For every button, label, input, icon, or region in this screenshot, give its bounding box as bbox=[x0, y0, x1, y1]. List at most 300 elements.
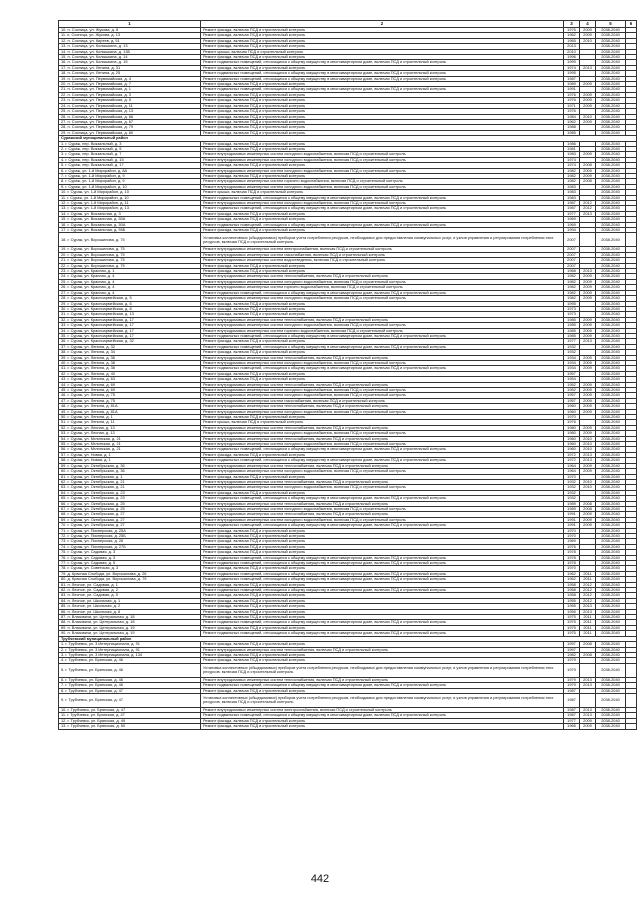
year-built-cell: 1982 bbox=[564, 168, 580, 173]
work-type-cell: Ремонт фасада, включая ПСД и строительный контроль bbox=[201, 163, 564, 168]
last-repair-year-cell: 2009 bbox=[580, 296, 596, 301]
work-type-cell: Ремонт внутридомовых инженерных систем горячего водоснабжения, включая ПСД и строительный контроль bbox=[201, 328, 564, 333]
empty-cell bbox=[626, 233, 637, 247]
year-built-cell: 1982 bbox=[564, 279, 580, 284]
address-cell: 70. г. Сураж, ул. Октябрьская, д. 27 bbox=[59, 523, 201, 528]
planned-period-cell: 2038-2040 bbox=[596, 206, 626, 211]
work-type-cell: Ремонт подвальных помещений, относящихся к общему имуществу в многоквартирном доме, включая ПСД и строительный контроль bbox=[201, 87, 564, 92]
planned-period-cell: 2038-2040 bbox=[596, 425, 626, 430]
work-type-cell: Ремонт внутридомовых инженерных систем теплоснабжения, включая ПСД и строительный контроль bbox=[201, 647, 564, 652]
address-cell: 33. г. Сураж, ул. Красноармейская, д. 17 bbox=[59, 323, 201, 328]
planned-period-cell: 2038-2040 bbox=[596, 506, 626, 511]
last-repair-year-cell: 2011 bbox=[580, 625, 596, 630]
address-cell: 49. г. Сураж, ул. Ленина, д. 81А bbox=[59, 409, 201, 414]
last-repair-year-cell: 2009 bbox=[580, 285, 596, 290]
planned-period-cell: 2038-2040 bbox=[596, 474, 626, 479]
planned-period-cell: 2038-2040 bbox=[596, 190, 626, 195]
last-repair-year-cell: 2013 bbox=[580, 211, 596, 216]
year-built-cell: 1983 bbox=[564, 152, 580, 157]
year-built-cell: 1965 bbox=[564, 724, 580, 729]
planned-period-cell: 2038-2040 bbox=[596, 28, 626, 33]
address-cell: 78. г. Сураж, ул. Советская, д. 3 bbox=[59, 566, 201, 571]
last-repair-year-cell: 2009 bbox=[580, 290, 596, 295]
year-built-cell: 1987 bbox=[564, 707, 580, 712]
planned-period-cell: 2038-2040 bbox=[596, 398, 626, 403]
year-built-cell: 1954 bbox=[564, 377, 580, 382]
address-cell: 29. г. Сураж, ул. Красноармейская, д. 6 bbox=[59, 301, 201, 306]
column-header: 4 bbox=[580, 21, 596, 28]
address-cell: 12. п. Сосница, ул. Киреев, д. 51 bbox=[59, 38, 201, 43]
address-cell: 27. г. Сураж, ул. Красная, д. 4 bbox=[59, 290, 201, 295]
planned-period-cell: 2038-2040 bbox=[596, 173, 626, 178]
column-header: 5 bbox=[596, 21, 626, 28]
address-cell: 64. г. Сураж, ул. Октябрьская, д. 23 bbox=[59, 490, 201, 495]
planned-period-cell: 2038-2040 bbox=[596, 233, 626, 247]
year-built-cell: 1982 bbox=[564, 285, 580, 290]
planned-period-cell: 2038-2040 bbox=[596, 252, 626, 257]
work-type-cell: Ремонт внутридомовых инженерных систем теплоснабжения, включая ПСД и строительный контроль bbox=[201, 479, 564, 484]
year-built-cell: 1932 bbox=[564, 479, 580, 484]
year-built-cell: 1960 bbox=[564, 436, 580, 441]
address-cell: 54. г. Сураж, ул. Мглинская, д. 21 bbox=[59, 436, 201, 441]
work-type-cell: Ремонт фасада, включая ПСД и строительный контроль bbox=[201, 339, 564, 344]
work-type-cell: Ремонт подвальных помещений, относящихся к общему имуществу в многоквартирном доме, включая ПСД и строительный контроль bbox=[201, 447, 564, 452]
work-type-cell: Ремонт фасада, включая ПСД и строительный контроль bbox=[201, 263, 564, 268]
year-built-cell: 1932 bbox=[564, 490, 580, 495]
year-built-cell: 1976 bbox=[564, 420, 580, 425]
work-type-cell: Ремонт внутридомовых инженерных систем теплоснабжения, включая ПСД и строительный контроль bbox=[201, 355, 564, 360]
address-cell: 45. г. Сураж, ул. Ленина, д. 69 bbox=[59, 388, 201, 393]
last-repair-year-cell: 2009 bbox=[580, 173, 596, 178]
year-built-cell: 1974 bbox=[564, 163, 580, 168]
work-type-cell: Ремонт подвальных помещений, относящихся к общему имуществу в многоквартирном доме, включая ПСД и строительный контроль bbox=[201, 458, 564, 463]
year-built-cell: 1985 bbox=[564, 317, 580, 322]
year-built-cell: 1970 bbox=[564, 528, 580, 533]
last-repair-year-cell: 2009 bbox=[580, 382, 596, 387]
last-repair-year-cell: 2009 bbox=[580, 279, 596, 284]
work-type-cell: Ремонт фасада, включая ПСД и строительный контроль bbox=[201, 718, 564, 723]
planned-period-cell: 2038-2040 bbox=[596, 33, 626, 38]
year-built-cell: 1962 bbox=[564, 577, 580, 582]
address-cell: 6. г. Сураж, ул. 1-й Мирорайон, д. 8А bbox=[59, 168, 201, 173]
planned-period-cell: 2038-2040 bbox=[596, 688, 626, 693]
work-type-cell: Ремонт подвальных помещений, относящихся к общему имуществу в многоквартирном доме, включая ПСД и строительный контроль bbox=[201, 344, 564, 349]
work-type-cell: Ремонт подвальных помещений, относящихся к общему имуществу в многоквартирном доме, включая ПСД и строительный контроль bbox=[201, 76, 564, 81]
last-repair-year-cell: 2009 bbox=[580, 168, 596, 173]
address-cell: 7. г. Сураж, ул. 1-й Мирорайон, д. 9 bbox=[59, 173, 201, 178]
address-cell: 15. г. Сураж, ул. Вокзальная, д. 50А bbox=[59, 217, 201, 222]
address-cell: 88. п. Влазовичи, ул. Центральная, д. 18 bbox=[59, 620, 201, 625]
work-type-cell: Ремонт фасада, включая ПСД и строительный контроль bbox=[201, 724, 564, 729]
year-built-cell: 1985 bbox=[564, 328, 580, 333]
planned-period-cell: 2038-2040 bbox=[596, 60, 626, 65]
year-built-cell: 1978 bbox=[564, 555, 580, 560]
work-type-cell: Ремонт внутридомовых инженерных систем теплоснабжения, включая ПСД и строительный контроль bbox=[201, 677, 564, 682]
table-row bbox=[59, 724, 637, 729]
year-built-cell: 1978 bbox=[564, 550, 580, 555]
planned-period-cell: 2038-2040 bbox=[596, 71, 626, 76]
planned-period-cell: 2038-2040 bbox=[596, 463, 626, 468]
year-built-cell: 1999 bbox=[564, 60, 580, 65]
work-type-cell: Ремонт подвальных помещений, относящихся к общему имуществу в многоквартирном доме, включая ПСД и строительный контроль bbox=[201, 195, 564, 200]
work-type-cell: Ремонт подвальных помещений, относящихся к общему имуществу в многоквартирном доме, включая ПСД и строительный контроль bbox=[201, 222, 564, 227]
planned-period-cell: 2038-2040 bbox=[596, 550, 626, 555]
planned-period-cell: 2038-2040 bbox=[596, 544, 626, 549]
last-repair-year-cell: 2013 bbox=[580, 458, 596, 463]
year-built-cell: 1995 bbox=[564, 301, 580, 306]
year-built-cell: 1987 bbox=[564, 76, 580, 81]
last-repair-year-cell: 2009 bbox=[580, 523, 596, 528]
work-type-cell: Ремонт внутридомовых инженерных систем теплоснабжения, включая ПСД и строительный контроль bbox=[201, 382, 564, 387]
work-type-cell: Ремонт фасада, включая ПСД и строительный контроль bbox=[201, 269, 564, 274]
address-cell: 26. г. Сураж, ул. Красная, д. 4 bbox=[59, 285, 201, 290]
year-built-cell: 1979 bbox=[564, 677, 580, 682]
year-built-cell: 1983 bbox=[564, 195, 580, 200]
year-built-cell: 1972 bbox=[564, 458, 580, 463]
section-title: Трубчевский муниципальный район bbox=[59, 636, 637, 641]
address-cell: 21. г. Сураж, ул. Ворошилова, д. 75 bbox=[59, 258, 201, 263]
address-cell: 40. г. Сураж, ул. Ленина, д. 38 bbox=[59, 360, 201, 365]
year-built-cell: 1976 bbox=[564, 98, 580, 103]
year-built-cell: 1958 bbox=[564, 593, 580, 598]
address-cell: 1. г. Сураж, пер. Вокзальный, д. 3 bbox=[59, 141, 201, 146]
planned-period-cell: 2038-2040 bbox=[596, 642, 626, 647]
address-cell: 11. г. Сураж, ул. 1-й Мирорайон, д. 10 bbox=[59, 195, 201, 200]
last-repair-year-cell: 2009 bbox=[580, 33, 596, 38]
work-type-cell: Ремонт внутридомовых инженерных систем водоотведения, включая ПСД и строительный контроль bbox=[201, 258, 564, 263]
year-built-cell: 1980 bbox=[564, 425, 580, 430]
work-type-cell: Ремонт фасада, включая ПСД и строительный контроль bbox=[201, 301, 564, 306]
work-type-cell: Ремонт фасада, включая ПСД и строительный контроль bbox=[201, 125, 564, 130]
address-cell: 43. г. Сураж, ул. Ленина, д. 63 bbox=[59, 377, 201, 382]
last-repair-year-cell: 2011 bbox=[580, 577, 596, 582]
year-built-cell: 1996 bbox=[564, 55, 580, 60]
year-built-cell: 2007 bbox=[564, 247, 580, 252]
year-built-cell: 1987 bbox=[564, 688, 580, 693]
last-repair-year-cell: 2012 bbox=[580, 201, 596, 206]
work-type-cell: Ремонт фасада, включая ПСД и строительный контроль bbox=[201, 371, 564, 376]
planned-period-cell: 2038-2040 bbox=[596, 269, 626, 274]
address-cell: 24. г. Сураж, ул. Красная, д. 4 bbox=[59, 274, 201, 279]
planned-period-cell: 2038-2040 bbox=[596, 496, 626, 501]
year-built-cell: 1974 bbox=[564, 65, 580, 70]
column-header: 2 bbox=[201, 21, 564, 28]
planned-period-cell: 2038-2040 bbox=[596, 647, 626, 652]
address-cell: 63. г. Сураж, ул. Октябрьская, д. 21 bbox=[59, 485, 201, 490]
work-type-cell: Ремонт внутридомовых инженерных систем теплоснабжения, включая ПСД и строительный контроль bbox=[201, 317, 564, 322]
year-built-cell: 1981 bbox=[564, 146, 580, 151]
address-cell: 4. г. Трубчевск, ул. Брянская, д. 46 bbox=[59, 658, 201, 663]
last-repair-year-cell: 2013 bbox=[580, 269, 596, 274]
last-repair-year-cell: 2010 bbox=[580, 442, 596, 447]
planned-period-cell: 2038-2040 bbox=[596, 724, 626, 729]
table-row bbox=[59, 663, 637, 677]
work-type-cell: Ремонт внутридомовых инженерных систем теплоснабжения, включая ПСД и строительный контроль bbox=[201, 512, 564, 517]
last-repair-year-cell: 2009 bbox=[580, 92, 596, 97]
document-sheet bbox=[58, 20, 636, 730]
address-cell: 35. г. Сураж, ул. Красноармейская, д. 17 bbox=[59, 333, 201, 338]
year-built-cell: 1969 bbox=[564, 539, 580, 544]
planned-period-cell: 2038-2040 bbox=[596, 528, 626, 533]
year-built-cell: 2013 bbox=[564, 44, 580, 49]
work-type-cell: Ремонт подвальных помещений, относящихся к общему имуществу в многоквартирном доме, включая ПСД и строительный контроль bbox=[201, 561, 564, 566]
work-type-cell: Ремонт внутридомовых инженерных систем теплоснабжения, включая ПСД и строительный контроль bbox=[201, 463, 564, 468]
planned-period-cell: 2038-2040 bbox=[596, 588, 626, 593]
planned-period-cell: 2038-2040 bbox=[596, 55, 626, 60]
work-type-cell: Ремонт подвальных помещений, относящихся к общему имуществу в многоквартирном доме, включая ПСД и строительный контроль bbox=[201, 71, 564, 76]
work-type-cell: Ремонт фасада, включая ПСД и строительный контроль bbox=[201, 642, 564, 647]
planned-period-cell: 2038-2040 bbox=[596, 333, 626, 338]
address-cell: 3. г. Сураж, пер. Вокзальный, д. 7 bbox=[59, 152, 201, 157]
last-repair-year-cell: 2009 bbox=[580, 119, 596, 124]
year-built-cell: 1995 bbox=[564, 71, 580, 76]
year-built-cell: 1989 bbox=[564, 82, 580, 87]
planned-period-cell: 2038-2040 bbox=[596, 92, 626, 97]
work-type-cell: Ремонт подвальных помещений, относящихся к общему имуществу в многоквартирном доме, включая ПСД и строительный контроль bbox=[201, 366, 564, 371]
last-repair-year-cell: 2009 bbox=[580, 393, 596, 398]
address-cell: 59. г. Сураж, ул. Октябрьская, д. 36 bbox=[59, 463, 201, 468]
last-repair-year-cell: 2009 bbox=[580, 409, 596, 414]
last-repair-year-cell: 2013 bbox=[580, 713, 596, 718]
work-type-cell: Ремонт внутридомовых инженерных систем теплоснабжения, включая ПСД и строительный контроль bbox=[201, 501, 564, 506]
planned-period-cell: 2038-2040 bbox=[596, 523, 626, 528]
address-cell: 38. г. Сураж, ул. Ленина, д. 34 bbox=[59, 350, 201, 355]
planned-period-cell: 2038-2040 bbox=[596, 388, 626, 393]
year-built-cell: 1997 bbox=[564, 642, 580, 647]
planned-period-cell: 2038-2040 bbox=[596, 195, 626, 200]
planned-period-cell: 2038-2040 bbox=[596, 217, 626, 222]
work-type-cell: Ремонт внутридомовых инженерных систем горячего водоснабжения, включая ПСД и строительный контроль bbox=[201, 179, 564, 184]
year-built-cell: 1985 bbox=[564, 130, 580, 135]
repair-schedule-table bbox=[58, 20, 637, 730]
address-cell: 71. г. Сураж, ул. Пионерская, д. 25А bbox=[59, 528, 201, 533]
work-type-cell: Ремонт фасада, включая ПСД и строительный контроль bbox=[201, 109, 564, 114]
last-repair-year-cell: 2012 bbox=[580, 593, 596, 598]
address-cell: 31. г. Сураж, ул. Красноармейская, д. 13 bbox=[59, 312, 201, 317]
work-type-cell: Ремонт внутридомовых инженерных систем холодного водоснабжения, включая ПСД и строительный контроль bbox=[201, 296, 564, 301]
year-built-cell: 1991 bbox=[564, 512, 580, 517]
last-repair-year-cell: 2009 bbox=[580, 388, 596, 393]
work-type-cell: Ремонт фасада, включая ПСД и строительный контроль bbox=[201, 377, 564, 382]
planned-period-cell: 2038-2040 bbox=[596, 577, 626, 582]
last-repair-year-cell: 2009 bbox=[580, 152, 596, 157]
last-repair-year-cell: 2009 bbox=[580, 724, 596, 729]
address-cell: 14. п. Сосница, ул. Колышкина, д. 13Б bbox=[59, 49, 201, 54]
planned-period-cell: 2038-2040 bbox=[596, 539, 626, 544]
work-type-cell: Ремонт внутридомовых инженерных систем теплоснабжения, включая ПСД и строительный контроль bbox=[201, 404, 564, 409]
last-repair-year-cell: 2009 bbox=[580, 333, 596, 338]
address-cell: 84. п. Лесное, ул. Школьная, д. 1 bbox=[59, 598, 201, 603]
address-cell: 48. г. Сураж, ул. Ленина, д. 81А bbox=[59, 404, 201, 409]
work-type-cell: Ремонт фасада, включая ПСД и строительный контроль bbox=[201, 350, 564, 355]
planned-period-cell: 2038-2040 bbox=[596, 350, 626, 355]
year-built-cell: 1987 bbox=[564, 206, 580, 211]
work-type-cell: Ремонт фасада, включая ПСД и строительный контроль bbox=[201, 55, 564, 60]
work-type-cell: Ремонт фасада, включая ПСД и строительный контроль bbox=[201, 44, 564, 49]
year-built-cell: 1955 bbox=[564, 598, 580, 603]
work-type-cell: Ремонт внутридомовых инженерных систем холодного водоснабжения, включая ПСД и строительный контроль bbox=[201, 409, 564, 414]
planned-period-cell: 2038-2040 bbox=[596, 571, 626, 576]
year-built-cell: 1980 bbox=[564, 431, 580, 436]
year-built-cell: 1977 bbox=[564, 718, 580, 723]
year-built-cell: 1969 bbox=[564, 222, 580, 227]
address-cell: 11. п. Сосница, ул. Жукова, д. 13 bbox=[59, 33, 201, 38]
planned-period-cell: 2038-2040 bbox=[596, 82, 626, 87]
address-cell: 13. п. Сосница, ул. Колышкина, д. 13 bbox=[59, 44, 201, 49]
address-cell: 34. г. Сураж, ул. Красноармейская, д. 17 bbox=[59, 328, 201, 333]
last-repair-year-cell: 2008 bbox=[580, 179, 596, 184]
work-type-cell: Ремонт фасада, включая ПСД и строительный контроль bbox=[201, 141, 564, 146]
work-type-cell: Ремонт фасада, включая ПСД и строительный контроль bbox=[201, 452, 564, 457]
address-cell: 69. г. Сураж, ул. Октябрьская, д. 27 bbox=[59, 517, 201, 522]
address-cell: 46. г. Сураж, ул. Ленина, д. 75 bbox=[59, 393, 201, 398]
year-built-cell: 1969 bbox=[564, 217, 580, 222]
address-cell: 25. п. Сосница, ул. Первомайская, д. 13 bbox=[59, 109, 201, 114]
work-type-cell: Установка коллективных (общедомовых) приборов учета потребления ресурсов, необходимых для предоставления коммунальных услуг, и узлов управления и регулирования потребления этих ресурсов, включая ПСД и строительный контроль bbox=[201, 233, 564, 247]
year-built-cell: 1986 bbox=[564, 141, 580, 146]
planned-period-cell: 2038-2040 bbox=[596, 328, 626, 333]
address-cell: 15. п. Сосница, ул. Колышкина, д. 14 bbox=[59, 55, 201, 60]
address-cell: 37. г. Сураж, ул. Ленина, д. 32 bbox=[59, 344, 201, 349]
last-repair-year-cell: 2012 bbox=[580, 598, 596, 603]
year-built-cell: 1987 bbox=[564, 201, 580, 206]
year-built-cell: 1960 bbox=[564, 447, 580, 452]
last-repair-year-cell: 2009 bbox=[580, 98, 596, 103]
planned-period-cell: 2038-2040 bbox=[596, 211, 626, 216]
address-cell: 81. п. Лесное, ул. Садовая, д. 1 bbox=[59, 582, 201, 587]
year-built-cell: 1991 bbox=[564, 523, 580, 528]
planned-period-cell: 2038-2040 bbox=[596, 693, 626, 707]
planned-period-cell: 2038-2040 bbox=[596, 65, 626, 70]
year-built-cell: 1971 bbox=[564, 103, 580, 108]
planned-period-cell: 2038-2040 bbox=[596, 582, 626, 587]
year-built-cell: 1984 bbox=[564, 114, 580, 119]
work-type-cell: Ремонт внутридомовых инженерных систем газоснабжения, включая ПСД и строительный контроль bbox=[201, 398, 564, 403]
address-cell: 8. г. Сураж, ул. 1-й Мирорайон, д. 9 bbox=[59, 179, 201, 184]
year-built-cell: 1977 bbox=[564, 211, 580, 216]
planned-period-cell: 2038-2040 bbox=[596, 593, 626, 598]
year-built-cell: 1952 bbox=[564, 382, 580, 387]
planned-period-cell: 2038-2040 bbox=[596, 312, 626, 317]
last-repair-year-cell: 2009 bbox=[580, 512, 596, 517]
address-cell: 7. г. Трубчевск, ул. Брянская, д. 46 bbox=[59, 683, 201, 688]
address-cell: 24. п. Сосница, ул. Первомайская, д. 11 bbox=[59, 103, 201, 108]
work-type-cell: Ремонт фасада, включая ПСД и строительный контроль bbox=[201, 533, 564, 538]
year-built-cell: 1983 bbox=[564, 184, 580, 189]
year-built-cell: 1934 bbox=[564, 366, 580, 371]
year-built-cell: 1976 bbox=[564, 92, 580, 97]
address-cell: 2. г. Трубчевск, ул. 3 Интернационала, д. 91 bbox=[59, 647, 201, 652]
year-built-cell: 1962 bbox=[564, 119, 580, 124]
planned-period-cell: 2038-2040 bbox=[596, 677, 626, 682]
address-cell: 12. г. Трубчевск, ул. Брянская, д. 49 bbox=[59, 718, 201, 723]
year-built-cell: 1960 bbox=[564, 442, 580, 447]
work-type-cell: Ремонт подвальных помещений, относящихся к общему имуществу в многоквартирном доме, включая ПСД и строительный контроль bbox=[201, 60, 564, 65]
work-type-cell: Ремонт фасада, включая ПСД и строительный контроль bbox=[201, 38, 564, 43]
planned-period-cell: 2038-2040 bbox=[596, 631, 626, 636]
year-built-cell: 2007 bbox=[564, 252, 580, 257]
planned-period-cell: 2038-2040 bbox=[596, 512, 626, 517]
planned-period-cell: 2038-2040 bbox=[596, 141, 626, 146]
address-cell: 18. п. Сосница, ул. Ленина, д. 25 bbox=[59, 71, 201, 76]
work-type-cell: Ремонт фасада, включая ПСД и строительный контроль bbox=[201, 211, 564, 216]
planned-period-cell: 2038-2040 bbox=[596, 296, 626, 301]
last-repair-year-cell: 2008 bbox=[580, 506, 596, 511]
address-cell: 47. г. Сураж, ул. Ленина, д. 75 bbox=[59, 398, 201, 403]
empty-cell bbox=[626, 724, 637, 729]
year-built-cell: 1960 bbox=[564, 404, 580, 409]
last-repair-year-cell: 2012 bbox=[580, 206, 596, 211]
planned-period-cell: 2038-2040 bbox=[596, 163, 626, 168]
page-number: 442 bbox=[310, 873, 330, 885]
address-cell: 56. г. Сураж, ул. Мглинская, д. 21 bbox=[59, 447, 201, 452]
work-type-cell: Ремонт фасада, включая ПСД и строительный контроль bbox=[201, 550, 564, 555]
year-built-cell: 1975 bbox=[564, 631, 580, 636]
planned-period-cell: 2038-2040 bbox=[596, 222, 626, 227]
work-type-cell: Ремонт фасада, включая ПСД и строительный контроль bbox=[201, 228, 564, 233]
last-repair-year-cell: 2008 bbox=[580, 501, 596, 506]
address-cell: 75. г. Сураж, ул. Садовая, д. 3 bbox=[59, 550, 201, 555]
year-built-cell: 1982 bbox=[564, 173, 580, 178]
last-repair-year-cell: 2011 bbox=[580, 615, 596, 620]
last-repair-year-cell: 2009 bbox=[580, 360, 596, 365]
year-built-cell: 1987 bbox=[564, 713, 580, 718]
planned-period-cell: 2038-2040 bbox=[596, 436, 626, 441]
planned-period-cell: 2038-2040 bbox=[596, 561, 626, 566]
year-built-cell: 1964 bbox=[564, 469, 580, 474]
planned-period-cell: 2038-2040 bbox=[596, 317, 626, 322]
planned-period-cell: 2038-2040 bbox=[596, 371, 626, 376]
work-type-cell: Ремонт фасада, включая ПСД и строительный контроль bbox=[201, 490, 564, 495]
address-cell: 17. п. Сосница, ул. Ленина, д. 31 bbox=[59, 65, 201, 70]
planned-period-cell: 2038-2040 bbox=[596, 125, 626, 130]
address-cell: 28. п. Сосница, ул. Первомайская, д. 79 bbox=[59, 125, 201, 130]
address-cell: 65. г. Сураж, ул. Октябрьская, д. 23 bbox=[59, 496, 201, 501]
address-cell: 10. г. Трубчевск, ул. Брянская, д. 47 bbox=[59, 707, 201, 712]
last-repair-year-cell: 2009 bbox=[580, 404, 596, 409]
last-repair-year-cell: 2009 bbox=[580, 82, 596, 87]
address-cell: 80. д. Красная Слобода, ул. Ворошилова, д. 79 bbox=[59, 577, 201, 582]
planned-period-cell: 2038-2040 bbox=[596, 447, 626, 452]
work-type-cell: Ремонт фасада, включая ПСД и строительный контроль bbox=[201, 566, 564, 571]
work-type-cell: Ремонт внутридомовых инженерных систем холодного водоснабжения, включая ПСД и строительный контроль bbox=[201, 506, 564, 511]
work-type-cell: Ремонт фасада, включая ПСД и строительный контроль bbox=[201, 415, 564, 420]
planned-period-cell: 2038-2040 bbox=[596, 179, 626, 184]
work-type-cell: Ремонт подвальных помещений, относящихся к общему имуществу в многоквартирном доме, включая ПСД и строительный контроль bbox=[201, 206, 564, 211]
address-cell: 42. г. Сураж, ул. Ленина, д. 40 bbox=[59, 371, 201, 376]
work-type-cell: Ремонт фасада, включая ПСД и строительный контроль bbox=[201, 28, 564, 33]
planned-period-cell: 2038-2040 bbox=[596, 228, 626, 233]
planned-period-cell: 2038-2040 bbox=[596, 201, 626, 206]
address-cell: 87. п. Влазовичи, ул. Центральная, д. 18 bbox=[59, 615, 201, 620]
last-repair-year-cell: 2009 bbox=[580, 718, 596, 723]
last-repair-year-cell: 2009 bbox=[580, 103, 596, 108]
address-cell: 11. г. Трубчевск, ул. Брянская, д. 47 bbox=[59, 713, 201, 718]
work-type-cell: Ремонт фасада, включая ПСД и строительный контроль bbox=[201, 173, 564, 178]
planned-period-cell: 2038-2040 bbox=[596, 663, 626, 677]
year-built-cell: 2010 bbox=[564, 49, 580, 54]
planned-period-cell: 2038-2040 bbox=[596, 718, 626, 723]
year-built-cell: 1976 bbox=[564, 109, 580, 114]
work-type-cell: Ремонт фасада, включая ПСД и строительный контроль bbox=[201, 33, 564, 38]
year-built-cell: 1972 bbox=[564, 452, 580, 457]
work-type-cell: Ремонт фасада, включая ПСД и строительный контроль bbox=[201, 146, 564, 151]
last-repair-year-cell: 2009 bbox=[580, 366, 596, 371]
planned-period-cell: 2038-2040 bbox=[596, 652, 626, 657]
year-built-cell: 1960 bbox=[564, 409, 580, 414]
address-cell: 25. г. Сураж, ул. Красная, д. 4 bbox=[59, 279, 201, 284]
work-type-cell: Ремонт фасада, включая ПСД и строительный контроль bbox=[201, 98, 564, 103]
